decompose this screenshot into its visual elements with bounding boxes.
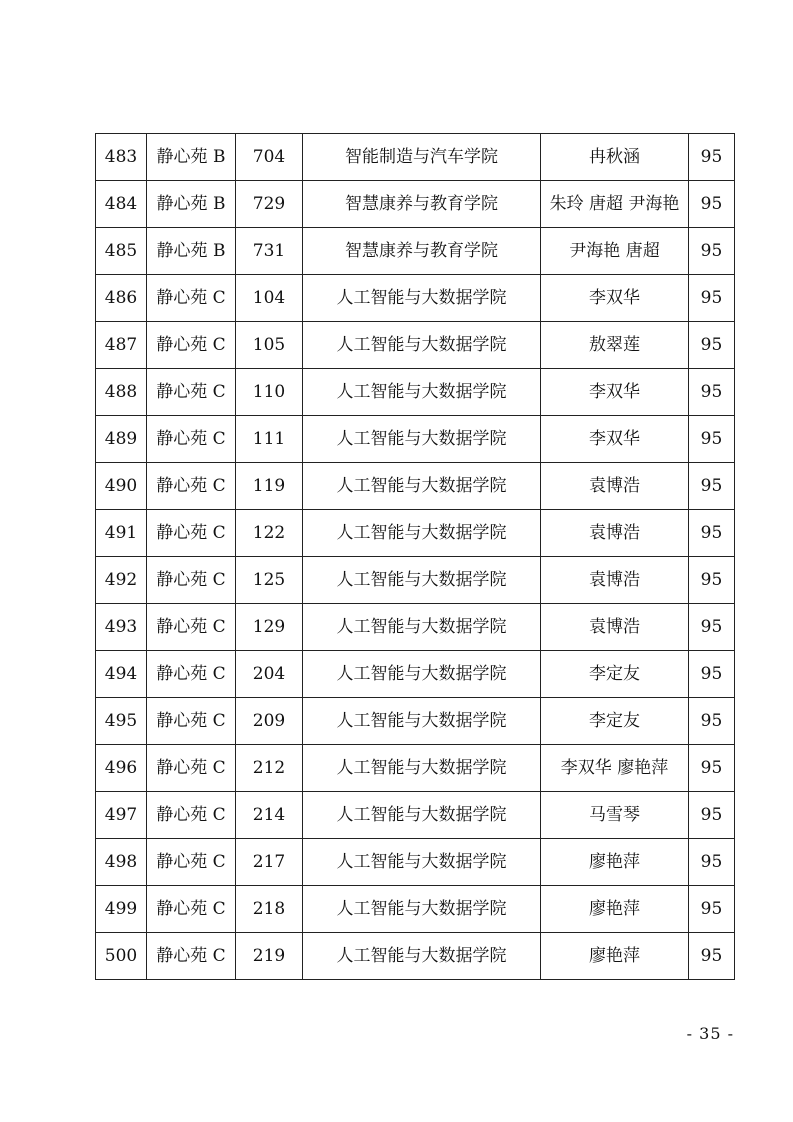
table-row [96,275,735,322]
building-cell: 静心苑 C [147,369,236,416]
room-cell: 729 [236,181,303,228]
building-cell: 静心苑 C [147,510,236,557]
table-row [96,698,735,745]
dormitory-score-table [95,133,735,980]
person-cell: 冉秋涵 [541,134,689,181]
college-cell: 人工智能与大数据学院 [303,745,541,792]
table-row [96,228,735,275]
score-cell: 95 [689,604,735,651]
room-cell: 731 [236,228,303,275]
person-cell: 朱玲 唐超 尹海艳 [541,181,689,228]
score-cell: 95 [689,369,735,416]
score-cell: 95 [689,886,735,933]
score-cell: 95 [689,275,735,322]
table-row [96,792,735,839]
college-cell: 智能制造与汽车学院 [303,134,541,181]
table-row [96,745,735,792]
room-cell: 219 [236,933,303,980]
row-number-cell: 484 [96,181,147,228]
row-number-cell: 487 [96,322,147,369]
building-cell: 静心苑 C [147,792,236,839]
row-number-cell: 492 [96,557,147,604]
building-cell: 静心苑 C [147,651,236,698]
room-cell: 119 [236,463,303,510]
score-cell: 95 [689,792,735,839]
person-cell: 袁博浩 [541,463,689,510]
table-row [96,604,735,651]
building-cell: 静心苑 B [147,181,236,228]
score-cell: 95 [689,839,735,886]
row-number-cell: 496 [96,745,147,792]
college-cell: 人工智能与大数据学院 [303,322,541,369]
room-cell: 704 [236,134,303,181]
person-cell: 袁博浩 [541,557,689,604]
score-cell: 95 [689,933,735,980]
room-cell: 125 [236,557,303,604]
person-cell: 廖艳萍 [541,886,689,933]
room-cell: 122 [236,510,303,557]
score-cell: 95 [689,416,735,463]
table-row [96,369,735,416]
row-number-cell: 486 [96,275,147,322]
person-cell: 廖艳萍 [541,933,689,980]
table-row [96,839,735,886]
score-cell: 95 [689,228,735,275]
score-cell: 95 [689,181,735,228]
score-cell: 95 [689,134,735,181]
room-cell: 110 [236,369,303,416]
row-number-cell: 499 [96,886,147,933]
row-number-cell: 493 [96,604,147,651]
table-row [96,886,735,933]
college-cell: 人工智能与大数据学院 [303,557,541,604]
room-cell: 129 [236,604,303,651]
score-cell: 95 [689,651,735,698]
building-cell: 静心苑 C [147,275,236,322]
person-cell: 敖翠莲 [541,322,689,369]
row-number-cell: 483 [96,134,147,181]
college-cell: 智慧康养与教育学院 [303,181,541,228]
person-cell: 尹海艳 唐超 [541,228,689,275]
building-cell: 静心苑 C [147,933,236,980]
person-cell: 李定友 [541,651,689,698]
building-cell: 静心苑 C [147,745,236,792]
room-cell: 204 [236,651,303,698]
building-cell: 静心苑 C [147,322,236,369]
building-cell: 静心苑 C [147,698,236,745]
college-cell: 人工智能与大数据学院 [303,604,541,651]
college-cell: 人工智能与大数据学院 [303,698,541,745]
person-cell: 袁博浩 [541,604,689,651]
table-row [96,322,735,369]
table-row [96,134,735,181]
room-cell: 111 [236,416,303,463]
table-row [96,933,735,980]
college-cell: 人工智能与大数据学院 [303,275,541,322]
person-cell: 李双华 [541,416,689,463]
table-row [96,416,735,463]
person-cell: 李双华 [541,275,689,322]
table-row [96,510,735,557]
row-number-cell: 497 [96,792,147,839]
building-cell: 静心苑 C [147,839,236,886]
row-number-cell: 485 [96,228,147,275]
row-number-cell: 500 [96,933,147,980]
college-cell: 人工智能与大数据学院 [303,416,541,463]
score-cell: 95 [689,557,735,604]
building-cell: 静心苑 B [147,134,236,181]
score-cell: 95 [689,463,735,510]
row-number-cell: 495 [96,698,147,745]
room-cell: 217 [236,839,303,886]
page-number: - 35 - [686,1024,734,1043]
person-cell: 李双华 廖艳萍 [541,745,689,792]
person-cell: 李定友 [541,698,689,745]
building-cell: 静心苑 C [147,463,236,510]
score-cell: 95 [689,510,735,557]
table-row [96,181,735,228]
person-cell: 马雪琴 [541,792,689,839]
building-cell: 静心苑 B [147,228,236,275]
score-cell: 95 [689,322,735,369]
building-cell: 静心苑 C [147,557,236,604]
college-cell: 人工智能与大数据学院 [303,369,541,416]
room-cell: 214 [236,792,303,839]
college-cell: 人工智能与大数据学院 [303,839,541,886]
room-cell: 218 [236,886,303,933]
row-number-cell: 490 [96,463,147,510]
room-cell: 105 [236,322,303,369]
college-cell: 人工智能与大数据学院 [303,792,541,839]
table-row [96,651,735,698]
table-row [96,463,735,510]
table-body [96,134,735,980]
row-number-cell: 488 [96,369,147,416]
score-cell: 95 [689,745,735,792]
building-cell: 静心苑 C [147,416,236,463]
college-cell: 人工智能与大数据学院 [303,651,541,698]
person-cell: 李双华 [541,369,689,416]
score-cell: 95 [689,698,735,745]
college-cell: 智慧康养与教育学院 [303,228,541,275]
row-number-cell: 491 [96,510,147,557]
college-cell: 人工智能与大数据学院 [303,933,541,980]
building-cell: 静心苑 C [147,604,236,651]
college-cell: 人工智能与大数据学院 [303,886,541,933]
room-cell: 104 [236,275,303,322]
room-cell: 212 [236,745,303,792]
person-cell: 廖艳萍 [541,839,689,886]
row-number-cell: 489 [96,416,147,463]
building-cell: 静心苑 C [147,886,236,933]
college-cell: 人工智能与大数据学院 [303,510,541,557]
room-cell: 209 [236,698,303,745]
person-cell: 袁博浩 [541,510,689,557]
row-number-cell: 494 [96,651,147,698]
table-row [96,557,735,604]
college-cell: 人工智能与大数据学院 [303,463,541,510]
row-number-cell: 498 [96,839,147,886]
